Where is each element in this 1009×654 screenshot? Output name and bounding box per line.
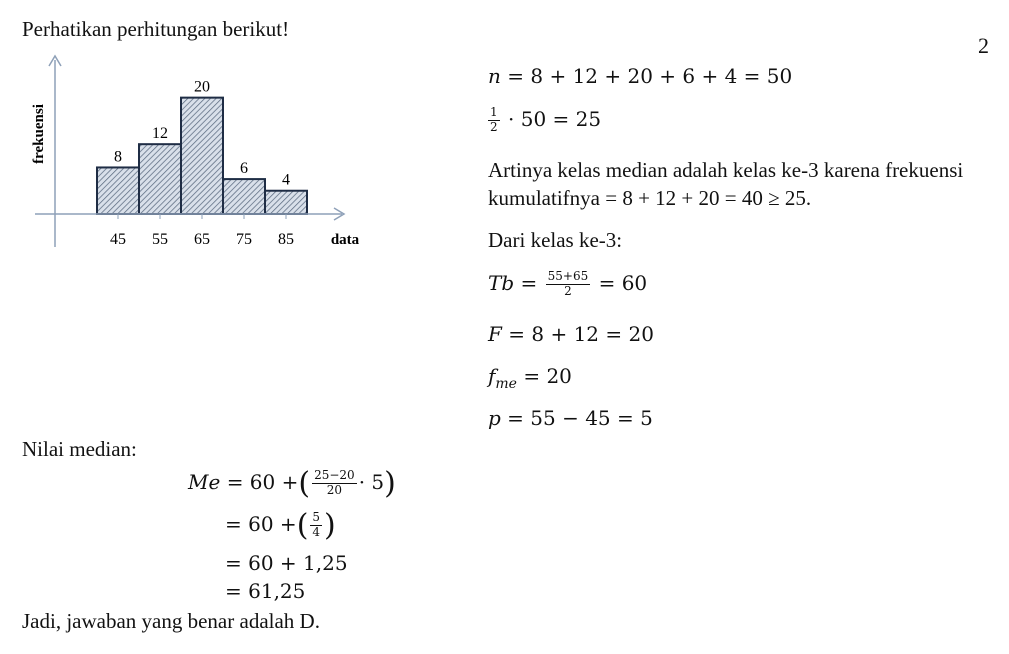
fme-equation [488, 364, 572, 392]
me-variable: Me [188, 470, 221, 494]
frequency-histogram [30, 52, 370, 252]
tb-fraction [546, 270, 591, 299]
F-variable: F [488, 322, 502, 346]
histogram-bar-4 [223, 179, 265, 214]
tb-numerator: 55+65 [547, 269, 589, 283]
x-tick-label-4: 75 [236, 231, 252, 248]
n-value: = 8 + 12 + 20 + 6 + 4 = 50 [507, 64, 793, 88]
histogram-bar-3 [181, 98, 223, 214]
half-value: · 50 = 25 [508, 106, 602, 131]
median-fraction-2-numerator: 5 [312, 510, 321, 525]
median-fraction-2 [310, 511, 322, 540]
histogram-bar-1 [97, 167, 139, 214]
intro-text: Perhatikan perhitungan berikut! [22, 17, 290, 41]
p-variable: p [488, 406, 501, 430]
explanation-line-1: Artinya kelas median adalah kelas ke-3 karena frekuensi [488, 158, 964, 182]
tb-variable: Tb [488, 270, 515, 295]
n-variable: n [488, 64, 501, 88]
bar-value-label-2: 12 [152, 125, 168, 143]
tb-denominator: 2 [564, 283, 572, 298]
median-line-2: = 60 +( $\frac{5}{4}$ ) [225, 508, 336, 543]
median-line-4: = 61,25 [225, 579, 306, 603]
half-fraction [488, 106, 500, 135]
x-tick-label-3: 65 [194, 231, 210, 248]
x-tick-label-1: 45 [110, 231, 126, 248]
bar-value-label-1: 8 [114, 148, 122, 166]
bar-value-label-4: 6 [240, 160, 248, 178]
F-equation [488, 322, 654, 346]
bar-value-label-5: 4 [282, 171, 290, 189]
fme-variable: f [488, 364, 496, 388]
half-numerator: 1 [490, 105, 498, 119]
half-denominator: 2 [490, 119, 498, 134]
tb-value: = 60 [598, 270, 648, 295]
bar-value-label-3: 20 [194, 78, 210, 96]
median-fraction-1 [312, 469, 357, 498]
explanation-line-2: kumulatifnya = 8 + 12 + 20 = 40 ≥ 25. [488, 186, 812, 210]
n-equation [488, 64, 792, 88]
x-tick-label-5: 85 [278, 231, 294, 248]
page-number: 2 [978, 33, 989, 58]
p-value: = 55 − 45 = 5 [507, 406, 653, 430]
median-fraction-1-numerator: 25−20 [314, 468, 355, 483]
class3-label: Dari kelas ke-3: [488, 228, 623, 252]
median-line-1: Me = 60 +( $\frac{25-20}{20}$ · 5) [188, 466, 396, 501]
fme-subscript: me [495, 376, 517, 392]
F-value: = 8 + 12 = 20 [508, 322, 654, 346]
median-line-1-post: · 5 [358, 470, 385, 494]
tb-equation: Tb = $\frac{55+65}{2}$ = 60 [488, 269, 648, 298]
median-label: Nilai median: [22, 437, 137, 461]
median-fraction-2-denominator: 4 [312, 525, 321, 539]
median-line-1-pre: = 60 + [226, 470, 299, 494]
x-axis-label: data [330, 232, 360, 248]
median-line-2-pre: = 60 + [225, 512, 297, 536]
median-line-3: = 60 + 1,25 [225, 551, 348, 575]
half-n-equation [486, 106, 601, 135]
median-fraction-1-denominator: 20 [326, 483, 343, 497]
conclusion-text: Jadi, jawaban yang benar adalah D. [22, 609, 320, 633]
x-tick-label-2: 55 [152, 231, 168, 248]
fme-value: = 20 [523, 364, 572, 388]
y-axis-label: frekuensi [31, 104, 47, 164]
histogram-bar-2 [139, 144, 181, 214]
histogram-bar-5 [265, 191, 307, 214]
p-equation [488, 406, 653, 430]
